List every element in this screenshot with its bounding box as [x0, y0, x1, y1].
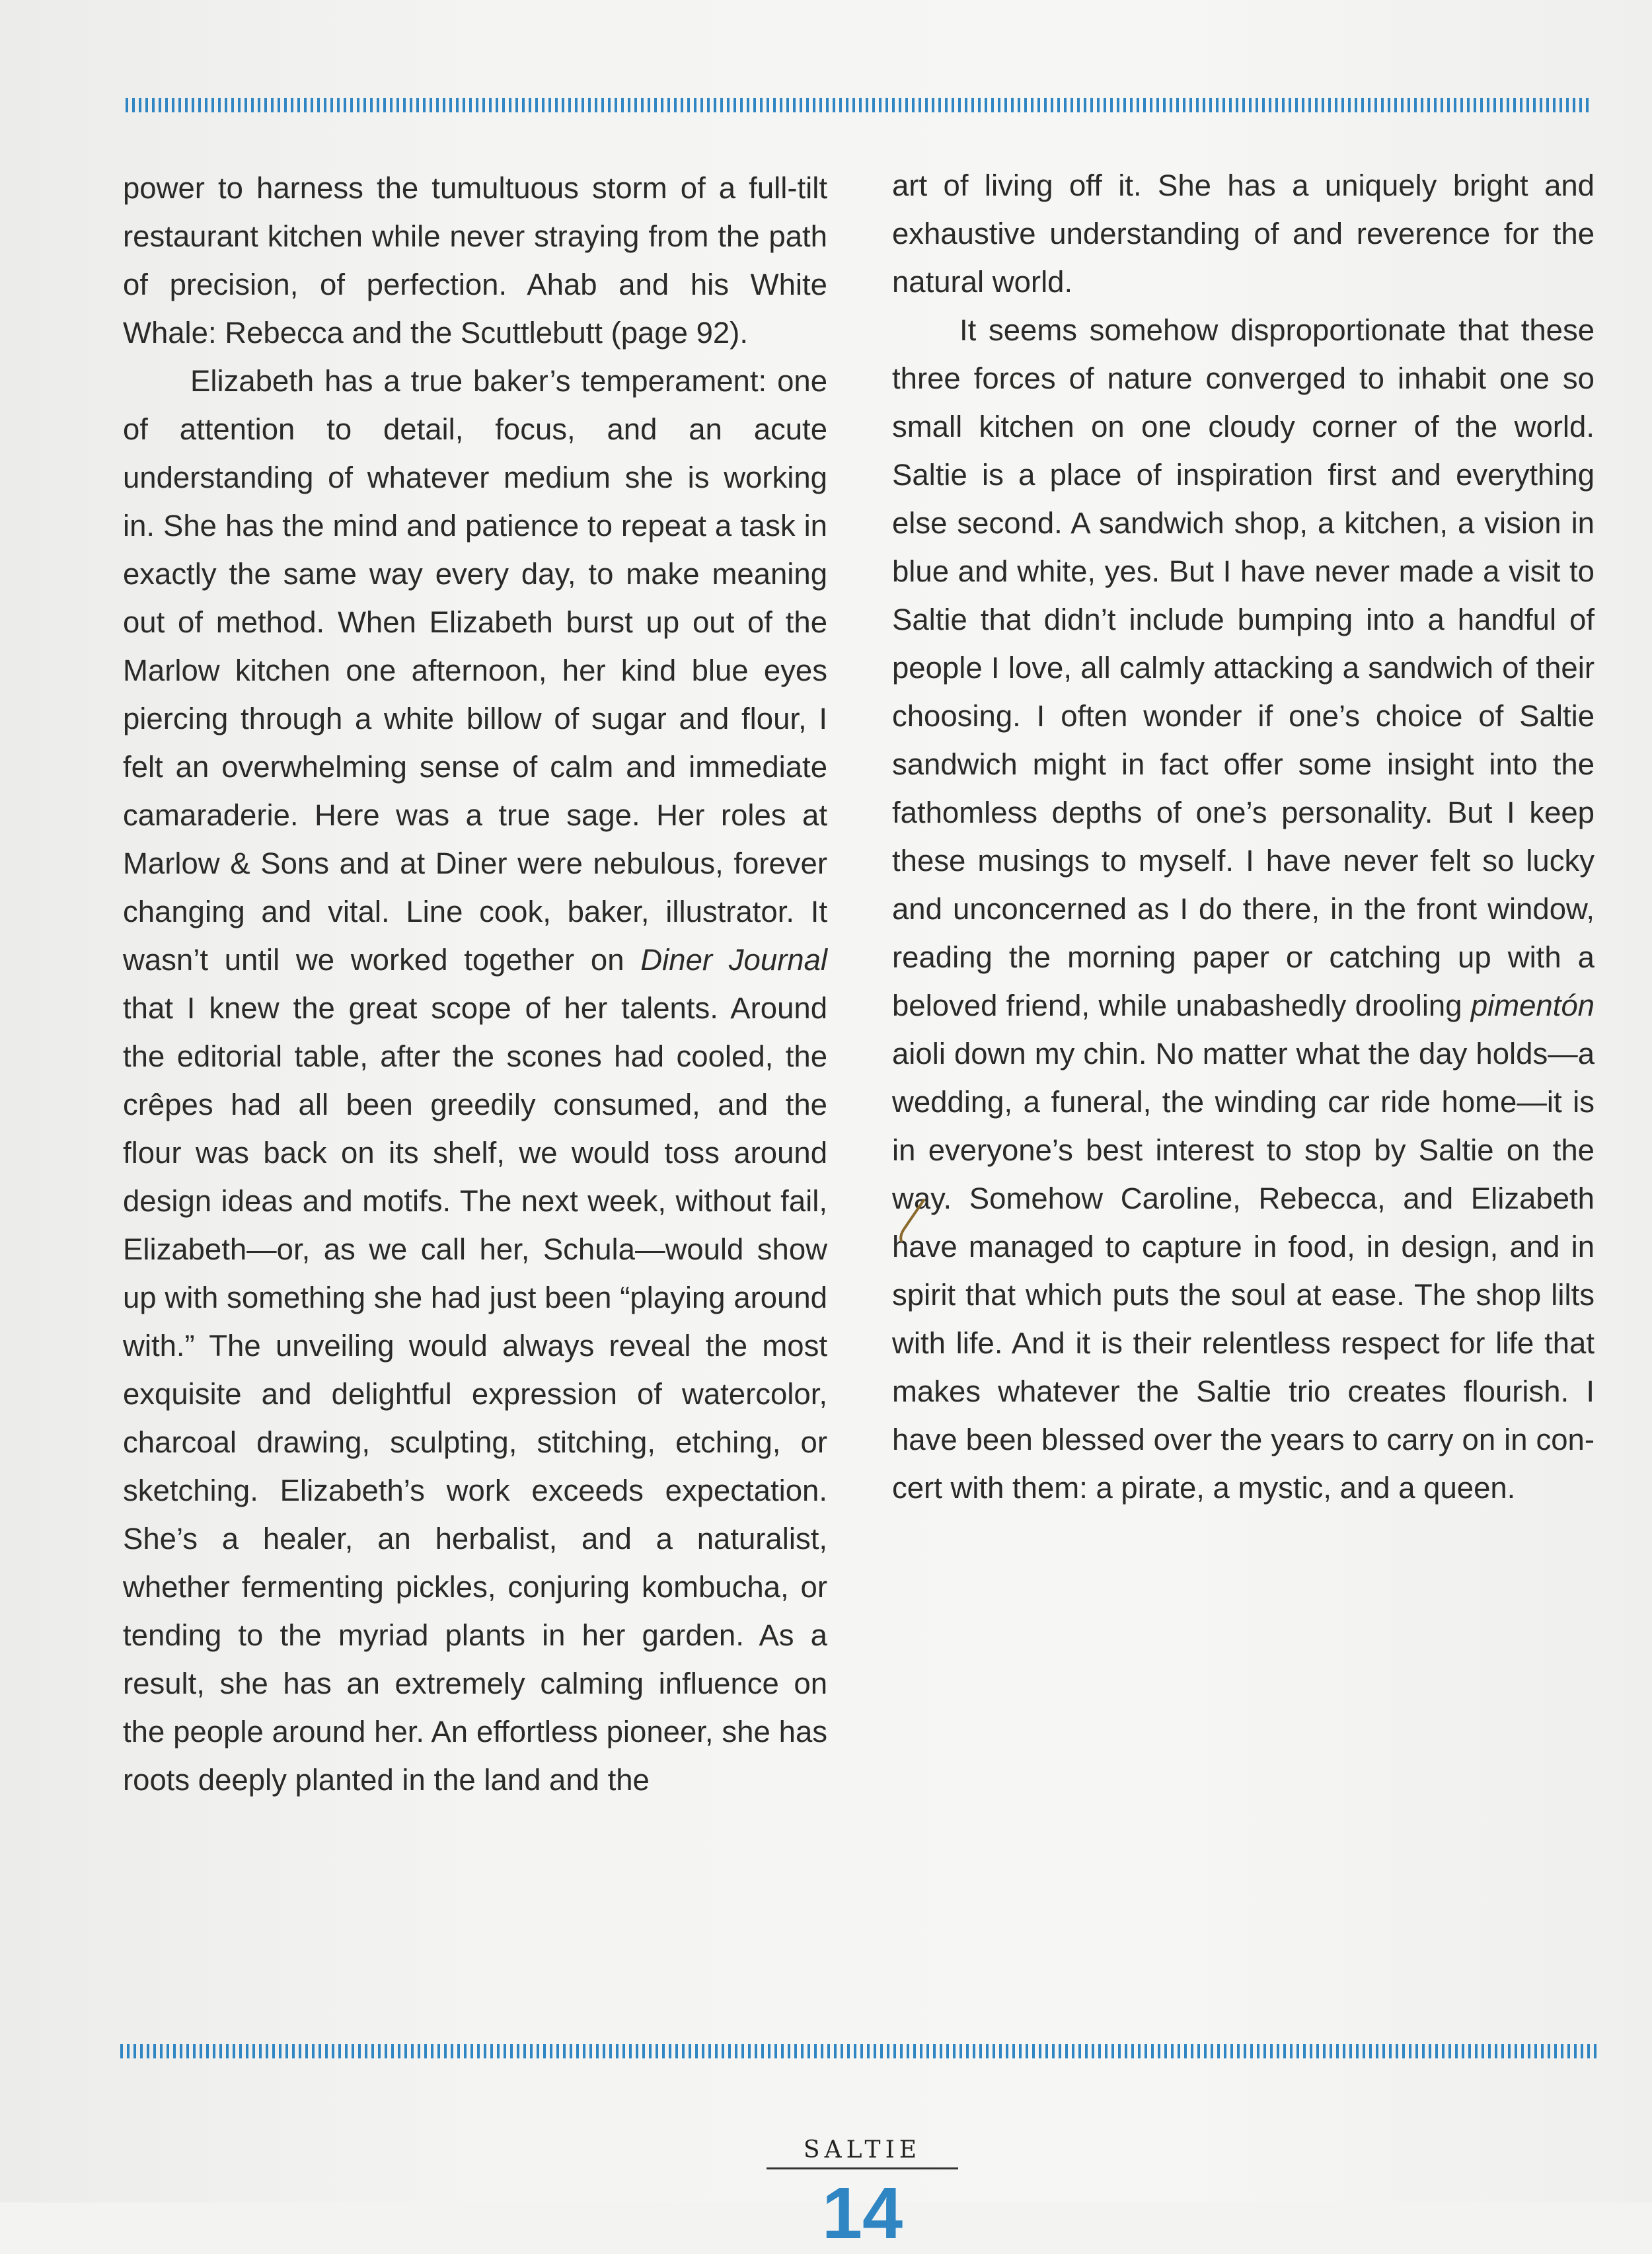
top-decorative-rule	[126, 98, 1591, 112]
pen-mark	[892, 1195, 932, 1248]
left-p2-text-a: Elizabeth has a true baker’s temperament: one of attention to detail, focus, and an acute understanding of whatever medium she is working in. She has the mind and patience to repeat a task in exactly the same way every day, to make meaning out of method. When Elizabeth burst up out of the Marlow kitchen one afternoon, her kind blue eyes piercing through a white billow of sugar and flour, I felt an overwhelming sense of calm and immediate camaraderie. Here was a true sage. Her roles at Marlow & Sons and at Diner were nebulous, forever changing and vital. Line cook, baker, illustrator. It wasn’t until we worked together on	[123, 364, 827, 977]
left-column	[123, 164, 827, 1804]
right-column	[892, 161, 1595, 1512]
right-paragraph-2	[892, 306, 1595, 1512]
footer-underline	[767, 2167, 958, 2169]
left-paragraph-2	[123, 357, 827, 1804]
right-paragraph-1	[892, 161, 1595, 306]
bottom-decorative-rule	[120, 2044, 1598, 2058]
right-p2-text-b: aioli down my chin. No matter what the day holds—a wedding, a funeral, the winding car ride home—it is in everyone’s best interest to stop by Saltie on the way. Somehow Caroline, Rebecca, and Elizabeth have managed to capture in food, in design, and in spirit that which puts the soul at ease. The shop lilts with life. And it is their relentless respect for life that makes whatever the Saltie trio creates flourish. I have been blessed over the years to carry on in concert with them: a pirate, a mystic, and a queen.	[892, 1037, 1595, 1505]
left-paragraph-1	[123, 164, 827, 357]
left-p1-text: power to harness the tumultuous storm of a full-tilt restaurant kitchen while never straying from the path of precision, of perfection. Ahab and his White Whale: Rebecca and the Scuttlebutt (page 92).	[123, 171, 827, 350]
left-p2-text-b: that I knew the great scope of her talents. Around the editorial table, after the scones had cooled, the crêpes had all been greedily consumed, and the flour was back on its shelf, we would toss around design ideas and motifs. The next week, without fail, Elizabeth—or, as we call her, Schula—would show up with something she had just been “playing around with.” The unveiling would always reveal the most exquisite and delightful expression of watercolor, charcoal drawing, sculpting, stitching, etching, or sketching. Elizabeth’s work exceeds expectation. She’s a healer, an herbalist, and a naturalist, whether fermenting pickles, conjuring kombucha, or tending to the myriad plants in her garden. As a result, she has an extremely calming influence on the people around her. An effortless pioneer, she has roots deeply planted in the land and the	[123, 991, 827, 1797]
page-number: 14	[821, 2173, 903, 2254]
right-p2-text-a: It seems somehow disproportionate that these three forces of nature converged to inhabit one so small kitchen on one cloudy corner of the world. Saltie is a place of inspiration first and everything else second. A sandwich shop, a kitchen, a vision in blue and white, yes. But I have never made a visit to Saltie that didn’t include bumping into a handful of people I love, all calmly attacking a sandwich of their choosing. I often wonder if one’s choice of Saltie sandwich might in fact offer some insight into the fathomless depths of one’s personality. But I keep these musings to myself. I have never felt so lucky and unconcerned as I do there, in the front window, reading the morning paper or catching up with a beloved friend, while unabashedly drooling	[892, 313, 1595, 1022]
left-p2-italic: Diner Journal	[640, 943, 827, 977]
right-p2-italic: pimentón	[1470, 989, 1595, 1022]
running-footer-title: SALTIE	[803, 2136, 922, 2163]
right-p1-text: art of living off it. She has a uniquely bright and exhaustive understanding of and reverence for the natural world.	[892, 169, 1595, 299]
